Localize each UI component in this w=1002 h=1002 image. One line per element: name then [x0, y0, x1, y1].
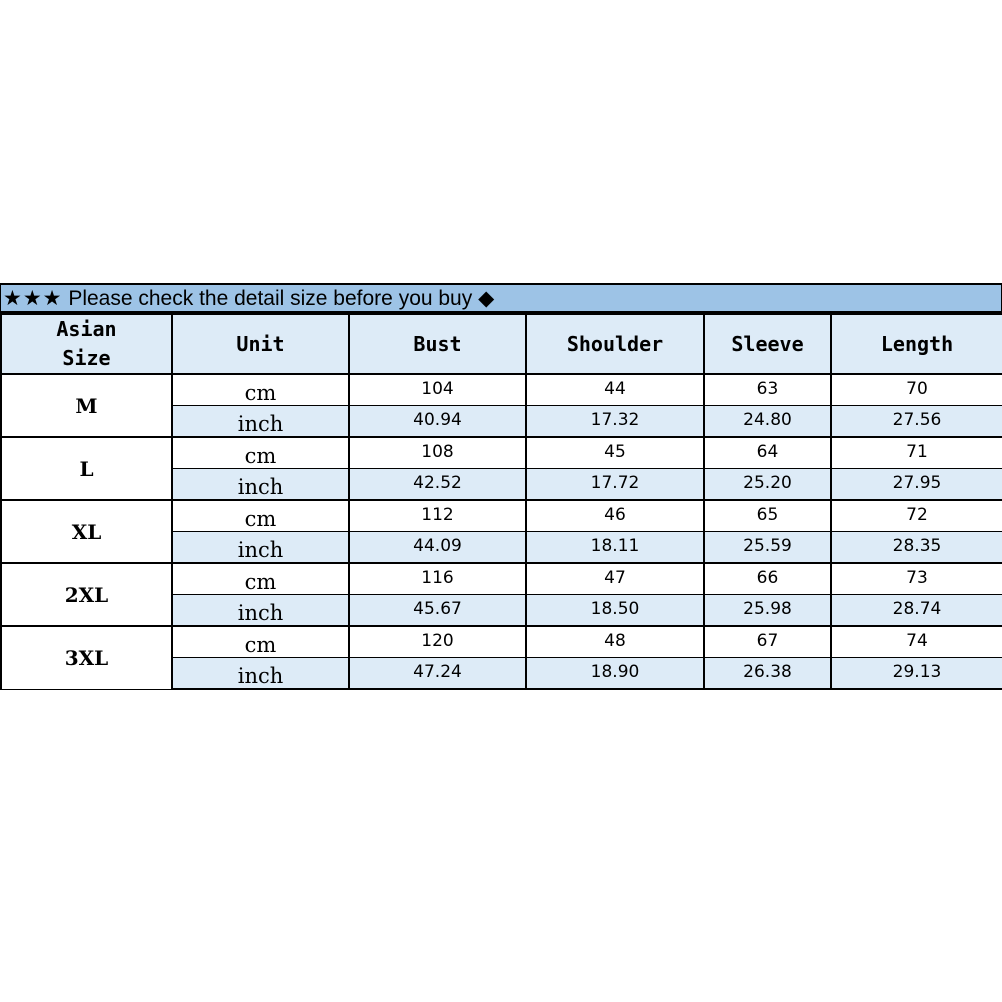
size-table-body [1, 374, 1002, 689]
length-value-cell [831, 595, 1002, 627]
header-asian-line: Asian [56, 317, 117, 341]
shoulder-value: 45 [604, 442, 626, 462]
size-label: M [1, 374, 172, 437]
unit-label: inch [237, 475, 284, 499]
unit-label: cm [244, 570, 277, 594]
bust-value-cell [349, 469, 526, 501]
unit-cell [172, 595, 349, 627]
shoulder-value-cell [526, 437, 704, 469]
size-label: 3XL [1, 626, 172, 689]
sleeve-value-cell [704, 500, 831, 532]
sleeve-value: 66 [756, 568, 779, 588]
notice-banner [0, 283, 1002, 313]
unit-cell [172, 437, 349, 469]
unit-cell [172, 500, 349, 532]
sleeve-value: 24.80 [743, 410, 792, 430]
header-length: Length [831, 314, 1002, 374]
bust-value: 120 [421, 631, 454, 651]
unit-cell [172, 469, 349, 501]
shoulder-value: 18.90 [590, 662, 640, 682]
sleeve-value: 65 [756, 505, 779, 525]
unit-label: cm [244, 507, 277, 531]
table-row [1, 374, 1002, 406]
bust-value-cell [349, 595, 526, 627]
notice-text: Please check the detail size before you buy [68, 287, 473, 310]
header-row [1, 314, 1002, 374]
header-asian-size [1, 314, 172, 374]
sleeve-value-cell [704, 437, 831, 469]
shoulder-value-cell [526, 658, 704, 690]
bust-value: 108 [421, 442, 454, 462]
unit-label: inch [237, 664, 284, 688]
sleeve-value: 25.59 [743, 536, 792, 556]
length-value: 71 [906, 442, 928, 462]
bust-value: 104 [421, 379, 454, 399]
table-row [1, 437, 1002, 469]
diamond-icon: ◆ [478, 287, 495, 310]
unit-cell [172, 532, 349, 564]
size-chart [0, 283, 1002, 690]
shoulder-value: 44 [604, 379, 626, 399]
size-table [0, 313, 1002, 690]
sleeve-value-cell [704, 532, 831, 564]
shoulder-value-cell [526, 500, 704, 532]
length-value: 70 [906, 379, 928, 399]
bust-value-cell [349, 500, 526, 532]
sleeve-value: 25.20 [743, 473, 792, 493]
sleeve-value-cell [704, 469, 831, 501]
table-row [1, 626, 1002, 658]
sleeve-value-cell [704, 626, 831, 658]
header-bust: Bust [349, 314, 526, 374]
size-label: 2XL [1, 563, 172, 626]
length-value-cell [831, 469, 1002, 501]
bust-value: 40.94 [413, 410, 462, 430]
bust-value: 44.09 [413, 536, 462, 556]
length-value-cell [831, 658, 1002, 690]
table-row [1, 563, 1002, 595]
shoulder-value-cell [526, 406, 704, 438]
shoulder-value-cell [526, 626, 704, 658]
bust-value-cell [349, 406, 526, 438]
sleeve-value-cell [704, 406, 831, 438]
sleeve-value: 64 [756, 442, 779, 462]
unit-cell [172, 374, 349, 406]
length-value: 27.56 [892, 410, 942, 430]
bust-value-cell [349, 626, 526, 658]
length-value: 27.95 [892, 473, 942, 493]
star-icons: ★★★ [3, 287, 63, 310]
sleeve-value-cell [704, 563, 831, 595]
length-value: 72 [906, 505, 928, 525]
shoulder-value: 48 [604, 631, 626, 651]
shoulder-value: 46 [604, 505, 626, 525]
unit-label: inch [237, 538, 284, 562]
shoulder-value: 17.72 [590, 473, 640, 493]
shoulder-value: 17.32 [590, 410, 640, 430]
bust-value-cell [349, 563, 526, 595]
bust-value-cell [349, 374, 526, 406]
shoulder-value-cell [526, 595, 704, 627]
sleeve-value: 25.98 [743, 599, 792, 619]
header-size-line: Size [62, 346, 111, 370]
sleeve-value: 26.38 [743, 662, 792, 682]
unit-label: inch [237, 601, 284, 625]
unit-label: inch [237, 412, 284, 436]
unit-cell [172, 563, 349, 595]
shoulder-value-cell [526, 469, 704, 501]
shoulder-value: 47 [604, 568, 626, 588]
header-shoulder: Shoulder [526, 314, 704, 374]
length-value-cell [831, 563, 1002, 595]
unit-cell [172, 626, 349, 658]
bust-value: 112 [421, 505, 454, 525]
bust-value-cell [349, 437, 526, 469]
shoulder-value-cell [526, 374, 704, 406]
unit-label: cm [244, 444, 277, 468]
shoulder-value: 18.50 [590, 599, 640, 619]
length-value-cell [831, 437, 1002, 469]
unit-label: cm [244, 633, 277, 657]
header-unit: Unit [172, 314, 349, 374]
unit-label: cm [244, 381, 277, 405]
bust-value: 116 [421, 568, 454, 588]
length-value-cell [831, 406, 1002, 438]
length-value: 28.74 [892, 599, 942, 619]
unit-cell [172, 658, 349, 690]
length-value: 29.13 [892, 662, 942, 682]
sleeve-value-cell [704, 595, 831, 627]
unit-cell [172, 406, 349, 438]
header-sleeve: Sleeve [704, 314, 831, 374]
bust-value-cell [349, 532, 526, 564]
length-value-cell [831, 626, 1002, 658]
sleeve-value: 67 [756, 631, 779, 651]
bust-value: 42.52 [413, 473, 462, 493]
bust-value-cell [349, 658, 526, 690]
size-label: L [1, 437, 172, 500]
length-value: 73 [906, 568, 928, 588]
length-value: 28.35 [892, 536, 942, 556]
bust-value: 47.24 [413, 662, 462, 682]
bust-value: 45.67 [413, 599, 462, 619]
sleeve-value-cell [704, 374, 831, 406]
shoulder-value: 18.11 [590, 536, 640, 556]
shoulder-value-cell [526, 563, 704, 595]
shoulder-value-cell [526, 532, 704, 564]
length-value-cell [831, 532, 1002, 564]
length-value-cell [831, 500, 1002, 532]
size-label: XL [1, 500, 172, 563]
length-value-cell [831, 374, 1002, 406]
sleeve-value-cell [704, 658, 831, 690]
sleeve-value: 63 [756, 379, 779, 399]
table-row [1, 500, 1002, 532]
length-value: 74 [906, 631, 928, 651]
